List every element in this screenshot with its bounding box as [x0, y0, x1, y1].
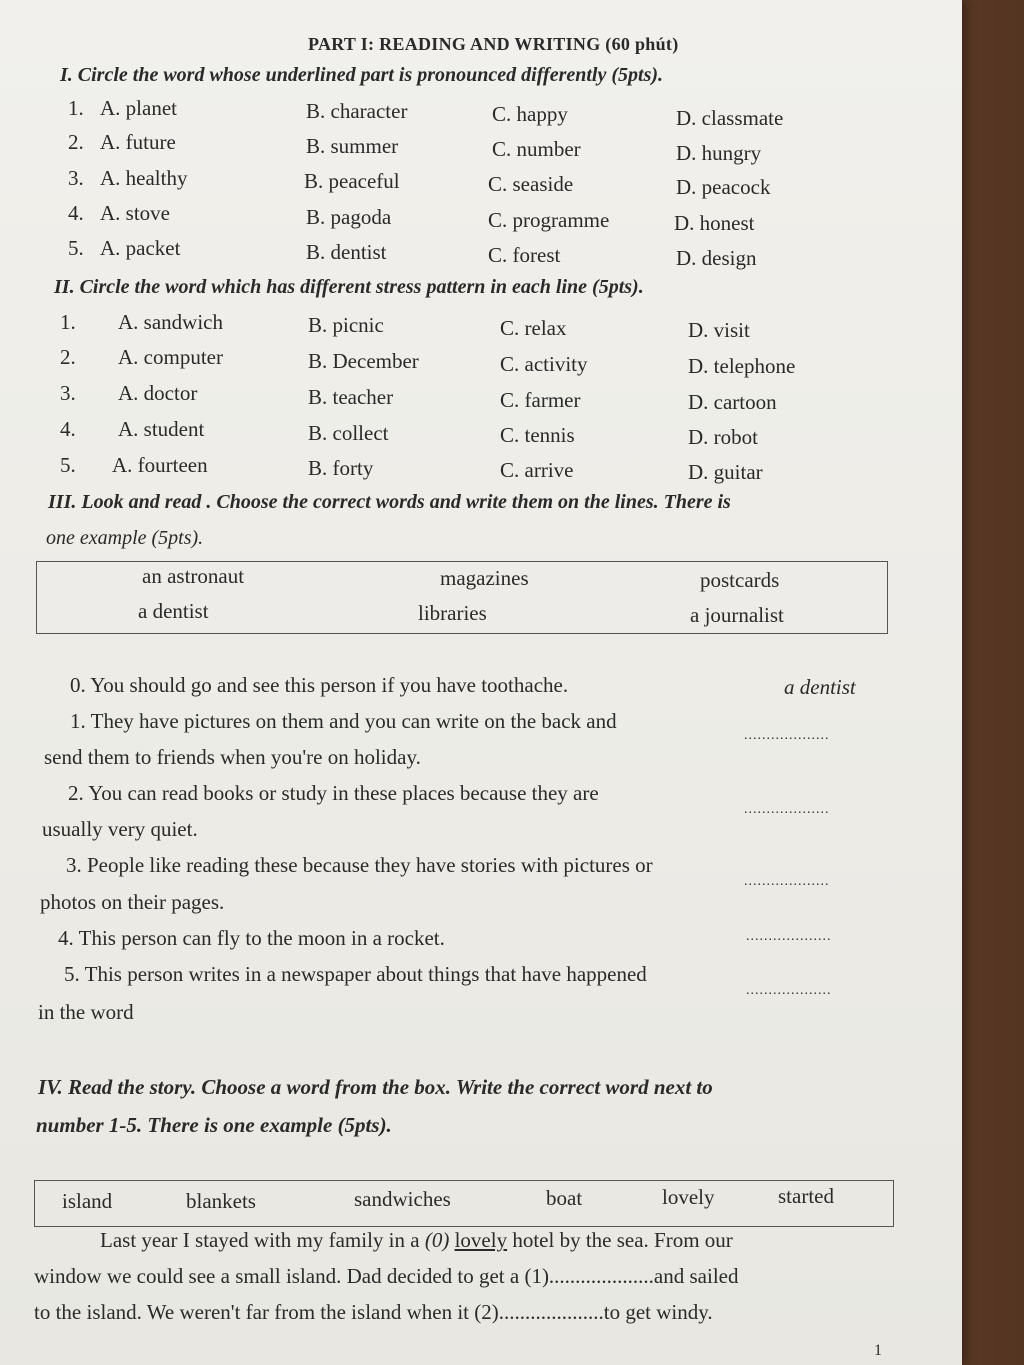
s2-row2-b: B. December: [308, 349, 419, 373]
s1-row3-b: B. peaceful: [304, 169, 400, 193]
s1-row2-a: A. future: [100, 130, 176, 154]
section-1-heading: I. Circle the word whose underlined part is pronounced differently (5pts).: [60, 64, 664, 86]
s2-row4-d: D. robot: [688, 425, 758, 449]
s1-row4-b: B. pagoda: [306, 205, 392, 229]
s3-question-1-line1: 1. They have pictures on them and you can write on the back and: [70, 709, 617, 733]
section-3-heading-line1: III. Look and read . Choose the correct words and write them on the lines. There is: [48, 491, 731, 513]
s2-row4-a: A. student: [118, 417, 205, 441]
s2-row4-b: B. collect: [308, 421, 389, 445]
s2-row5-d: D. guitar: [688, 460, 763, 484]
s1-row2-c: C. number: [492, 137, 581, 161]
s2-row1-num: 1.: [60, 310, 76, 334]
s2-row1-a: A. sandwich: [118, 310, 223, 334]
s2-row2-d: D. telephone: [688, 354, 796, 378]
s4-story-line3: to the island. We weren't far from the island when it (2)....................to get windy.: [34, 1300, 713, 1324]
s4-box-word-1: island: [62, 1189, 113, 1213]
s1-row4-a: A. stove: [100, 201, 170, 225]
s1-row5-c: C. forest: [488, 243, 561, 267]
s2-row3-b: B. teacher: [308, 385, 394, 409]
section-4-heading-line1: IV. Read the story. Choose a word from the box. Write the correct word next to: [38, 1075, 713, 1099]
s2-row2-num: 2.: [60, 345, 76, 369]
s2-row5-a: A. fourteen: [112, 453, 208, 477]
s2-row3-d: D. cartoon: [688, 390, 777, 414]
s1-row3-a: A. healthy: [100, 166, 188, 190]
s3-answer-blank-4[interactable]: ...................: [746, 929, 832, 944]
s3-question-4: 4. This person can fly to the moon in a rocket.: [58, 926, 445, 950]
s2-row5-c: C. arrive: [500, 458, 574, 482]
s3-box-word-2: magazines: [440, 566, 529, 590]
s3-question-2-line2: usually very quiet.: [42, 817, 198, 841]
s2-row1-d: D. visit: [688, 318, 750, 342]
s3-question-3-line2: photos on their pages.: [40, 890, 225, 914]
section-3-heading-line2: one example (5pts).: [46, 527, 204, 549]
page-header: PART I: READING AND WRITING (60 phút): [308, 34, 679, 54]
s2-row1-b: B. picnic: [308, 313, 384, 337]
s3-box-word-6: a journalist: [690, 603, 784, 627]
section-4-heading-line2: number 1-5. There is one example (5pts).: [36, 1113, 392, 1137]
s4-box-word-5: lovely: [662, 1185, 715, 1209]
s1-row4-num: 4.: [68, 201, 84, 225]
s1-row4-d: D. honest: [674, 211, 755, 235]
s1-row4-c: C. programme: [488, 208, 610, 232]
s1-row5-b: B. dentist: [306, 240, 387, 264]
s3-answer-0: a dentist: [784, 675, 856, 699]
s4-example-answer: lovely: [454, 1228, 508, 1252]
s1-row1-num: 1.: [68, 96, 84, 120]
s4-box-word-3: sandwiches: [354, 1187, 451, 1211]
s3-answer-blank-5[interactable]: ...................: [746, 983, 832, 998]
s1-row1-b: B. character: [306, 99, 408, 123]
s2-row2-c: C. activity: [500, 352, 588, 376]
s4-story-line1: [100, 1228, 733, 1253]
s1-row2-b: B. summer: [306, 134, 399, 158]
s3-answer-blank-3[interactable]: ...................: [744, 874, 830, 889]
s2-row4-num: 4.: [60, 417, 76, 441]
s1-row5-num: 5.: [68, 236, 84, 260]
page-number: 1: [874, 1342, 882, 1359]
s4-story-line1-start: Last year I stayed with my family in a: [100, 1228, 420, 1252]
s3-answer-blank-2[interactable]: ...................: [744, 802, 830, 817]
s1-row1-c: C. happy: [492, 102, 568, 126]
s4-story-line2: window we could see a small island. Dad decided to get a (1)....................and sailed: [34, 1264, 739, 1288]
s1-row2-d: D. hungry: [676, 141, 762, 165]
s3-question-1-line2: send them to friends when you're on holiday.: [44, 745, 421, 769]
s3-question-5-line2: in the word: [38, 1000, 134, 1024]
s2-row3-a: A. doctor: [118, 381, 198, 405]
s1-row3-num: 3.: [68, 166, 84, 190]
s4-box-word-2: blankets: [186, 1189, 256, 1213]
s1-row3-d: D. peacock: [676, 175, 771, 199]
s4-story-line1-end: hotel by the sea. From our: [512, 1228, 733, 1252]
s3-box-word-1: an astronaut: [142, 564, 245, 588]
s3-box-word-5: libraries: [418, 601, 487, 625]
s4-example-number: (0): [424, 1228, 450, 1252]
s1-row1-d: D. classmate: [676, 106, 784, 130]
s3-box-word-3: postcards: [700, 568, 780, 592]
section-2-heading: II. Circle the word which has different stress pattern in each line (5pts).: [54, 276, 644, 298]
s2-row3-num: 3.: [60, 381, 76, 405]
s1-row2-num: 2.: [68, 130, 84, 154]
s3-box-word-4: a dentist: [138, 599, 209, 623]
s4-box-word-6: started: [778, 1184, 834, 1208]
s2-row5-num: 5.: [60, 453, 76, 477]
s3-answer-blank-1[interactable]: ...................: [744, 728, 830, 743]
s3-question-3-line1: 3. People like reading these because they have stories with pictures or: [66, 853, 653, 877]
word-box-section-4: [34, 1180, 894, 1227]
s4-box-word-4: boat: [546, 1186, 583, 1210]
s2-row1-c: C. relax: [500, 316, 567, 340]
s1-row3-c: C. seaside: [488, 172, 574, 196]
s1-row5-a: A. packet: [100, 236, 181, 260]
s3-question-5-line1: 5. This person writes in a newspaper about things that have happened: [64, 962, 647, 986]
s2-row4-c: C. tennis: [500, 423, 575, 447]
s1-row5-d: D. design: [676, 246, 757, 270]
s3-question-0: 0. You should go and see this person if you have toothache.: [70, 673, 569, 697]
s2-row3-c: C. farmer: [500, 388, 581, 412]
s3-question-2-line1: 2. You can read books or study in these places because they are: [68, 781, 599, 805]
s2-row2-a: A. computer: [118, 345, 223, 369]
s1-row1-a: A. planet: [100, 96, 177, 120]
s2-row5-b: B. forty: [308, 456, 374, 480]
